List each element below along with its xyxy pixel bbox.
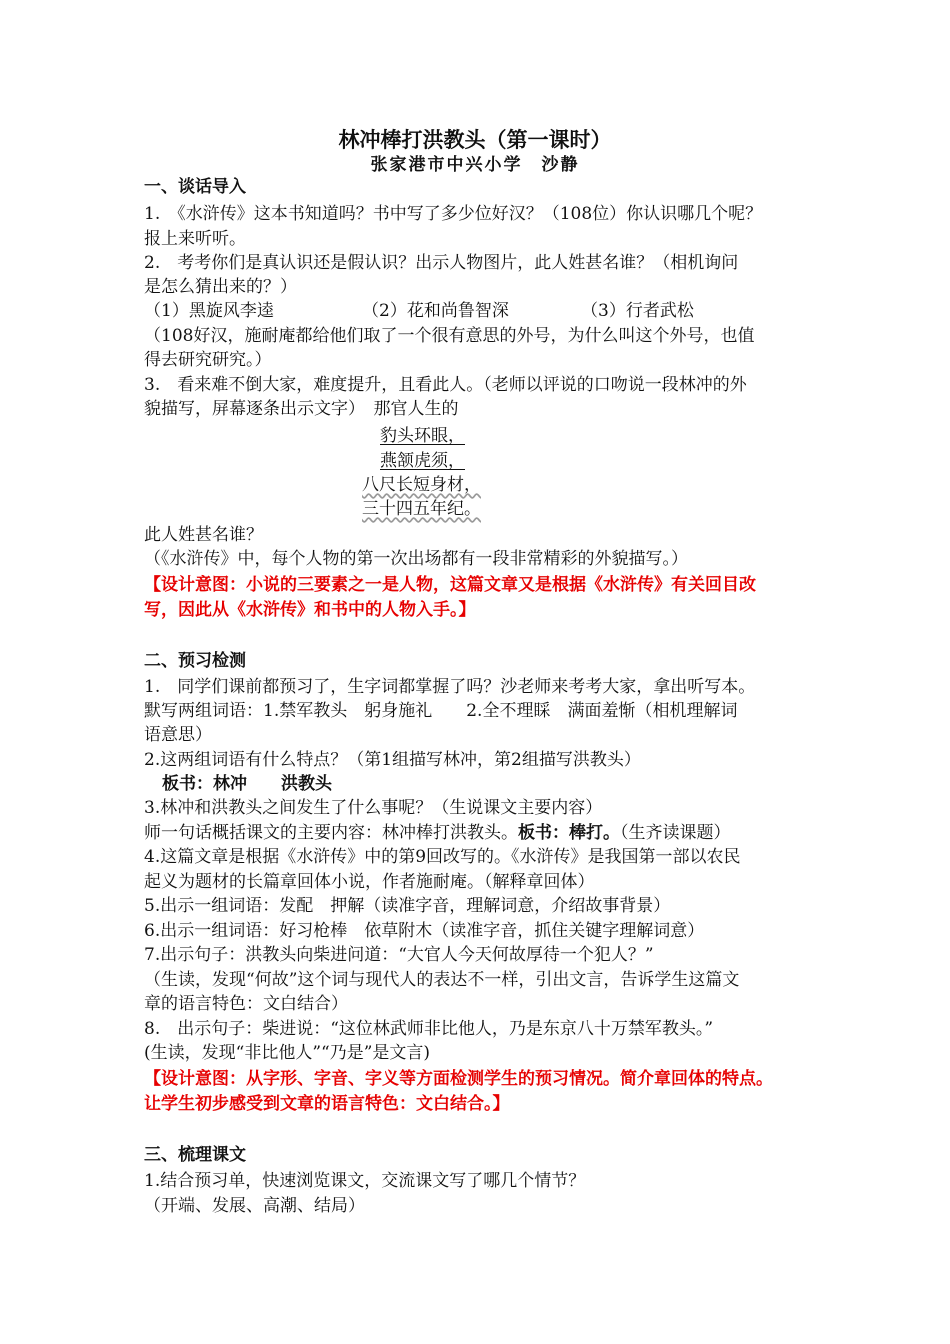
text-line: 此人姓甚名谁？ (144, 525, 263, 545)
text-line: （生读，发现“何故”这个词与现代人的表达不一样，引出文言，告诉学生这篇文 (144, 970, 740, 990)
design-intent-1a: 【设计意图：小说的三要素之一是人物，这篇文章又是根据《水浒传》有关回目改 (144, 575, 756, 595)
text-line: 1.结合预习单，快速浏览课文，交流课文写了哪几个情节？ (144, 1171, 586, 1191)
design-intent-1b: 写，因此从《水浒传》和书中的人物入手。】 (144, 600, 476, 620)
text-line: 1. 《水浒传》这本书知道吗？书中写了多少位好汉？（108位）你认识哪几个呢？ (144, 204, 763, 224)
text-line: 2.这两组词语有什么特点？（第1组描写林冲，第2组描写洪教头） (144, 750, 641, 770)
character-3: （3）行者武松 (581, 301, 694, 321)
poem-line-text: 燕颔虎须， (380, 451, 465, 471)
text-line: 2. 考考你们是真认识还是假认识？出示人物图片，此人姓甚名谁？（相机询问 (144, 253, 739, 273)
text-line: 5.出示一组词语：发配 押解（读准字音，理解词意，介绍故事背景） (144, 896, 671, 916)
text-line: （108好汉，施耐庵都给他们取了一个很有意思的外号，为什么叫这个外号，也值 (144, 326, 755, 346)
text-line: 3.林冲和洪教头之间发生了什么事呢？（生说课文主要内容） (144, 798, 603, 818)
blackboard-note: 板书：林冲 洪教头 (162, 774, 332, 794)
section-heading-2: 二、预习检测 (144, 651, 246, 671)
poem-line-text: 三十四五年纪。 (362, 499, 481, 519)
text-line: 得去研究研究。） (144, 350, 272, 370)
text-line: 默写两组词语：1.禁军教头 躬身施礼 2.全不理睬 满面羞惭（相机理解词 (144, 701, 738, 721)
section-heading-3: 三、梳理课文 (144, 1145, 246, 1165)
text-line: 起义为题材的长篇章回体小说，作者施耐庵。（解释章回体） (144, 872, 595, 892)
text-line: 4.这篇文章是根据《水浒传》中的第9回改写的。《水浒传》是我国第一部以农民 (144, 847, 741, 867)
document-title: 林冲棒打洪教头（第一课时） (338, 128, 612, 152)
character-1: （1）黑旋风李逵 (144, 301, 274, 321)
text-line: 语意思） (144, 725, 212, 745)
text-line: (生读，发现“非比他人”“乃是”是文言) (144, 1043, 431, 1063)
text-line: （开端、发展、高潮、结局） (144, 1196, 365, 1216)
text-line: 章的语言特色：文白结合） (144, 994, 348, 1014)
character-2: （2）花和尚鲁智深 (362, 301, 509, 321)
text-segment: 师一句话概括课文的主要内容：林冲棒打洪教头。 (144, 823, 518, 843)
poem-line (362, 474, 481, 496)
text-line: 报上来听听。 (144, 229, 246, 249)
text-segment: （生齐读课题） (620, 823, 731, 843)
text-line (144, 822, 731, 844)
poem-line (362, 498, 481, 520)
text-line: 6.出示一组词语：好习枪棒 依草附木（读准字音，抓住关键字理解词意） (144, 921, 705, 941)
design-intent-2b: 让学生初步感受到文章的语言特色：文白结合。】 (144, 1094, 510, 1114)
text-line: 3. 看来难不倒大家，难度提升，且看此人。（老师以评说的口吻说一段林冲的外 (144, 375, 747, 395)
text-line: 貌描写，屏幕逐条出示文字） 那官人生的 (144, 399, 459, 419)
text-line: （《水浒传》中，每个人物的第一次出场都有一段非常精彩的外貌描写。） (144, 549, 688, 569)
blackboard-note-inline: 板书：棒打。 (518, 823, 620, 843)
design-intent-2a: 【设计意图：从字形、字音、字义等方面检测学生的预习情况。简介章回体的特点。 (144, 1069, 773, 1089)
poem-line-text: 八尺长短身材， (362, 475, 481, 495)
text-line: 是怎么猜出来的？） (144, 277, 297, 297)
section-heading-1: 一、谈话导入 (144, 177, 246, 197)
text-line: 1. 同学们课前都预习了，生字词都掌握了吗？沙老师来考考大家，拿出听写本。 (144, 677, 756, 697)
author-line: 张家港市中兴小学 沙静 (370, 155, 580, 175)
text-line: 7.出示句子：洪教头向柴进问道：“大官人今天何故厚待一个犯人？” (144, 945, 654, 965)
poem-line (380, 425, 465, 447)
text-line: 8. 出示句子：柴进说：“这位林武师非比他人，乃是东京八十万禁军教头。” (144, 1019, 714, 1039)
poem-line-text: 豹头环眼， (380, 426, 465, 446)
poem-line (380, 450, 465, 472)
